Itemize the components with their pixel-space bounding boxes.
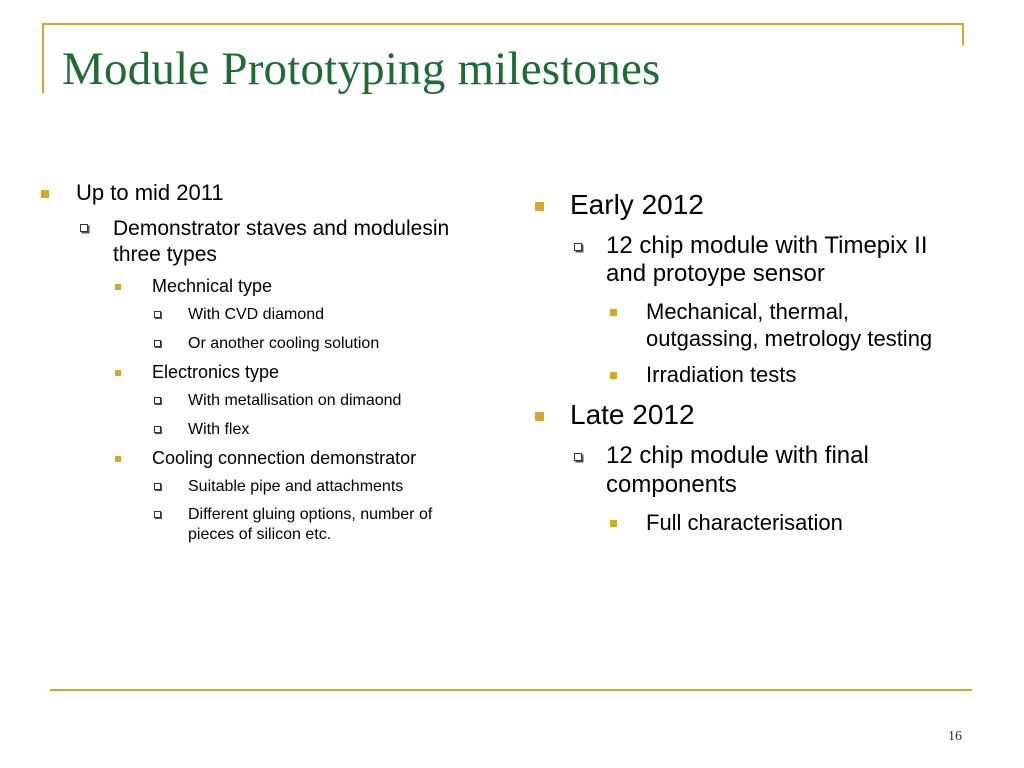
bullet-early-2012: Early 2012 [530, 188, 940, 222]
bullet-late-2012: Late 2012 [530, 398, 940, 432]
frame-top-line [42, 23, 964, 25]
bullet-cooling-connection: Cooling connection demonstrator [38, 448, 478, 470]
bullet-full-characterisation: Full characterisation [530, 510, 940, 536]
bullet-timepix-module: 12 chip module with Timepix II and protoype sensor [530, 232, 940, 290]
bullet-demonstrator-staves: Demonstrator staves and modulesin three types [38, 216, 478, 266]
bullet-cooling-solution: Or another cooling solution [38, 334, 478, 353]
bullet-mechanical-testing: Mechanical, thermal, outgassing, metrology testing [530, 299, 940, 352]
bullet-flex: With flex [38, 420, 478, 439]
frame-left-line [42, 23, 44, 93]
footer-line [50, 689, 972, 691]
frame-right-line [962, 23, 964, 45]
bullet-electronics-type: Electronics type [38, 362, 478, 384]
bullet-irradiation-tests: Irradiation tests [530, 362, 940, 388]
left-column [38, 180, 478, 553]
right-column [530, 188, 940, 546]
bullet-metallisation: With metallisation on dimaond [38, 391, 478, 410]
page-number: 16 [948, 729, 962, 744]
slide-title: Module Prototyping milestones [62, 43, 661, 95]
bullet-mechnical-type: Mechnical type [38, 276, 478, 298]
bullet-pipe-attachments: Suitable pipe and attachments [38, 477, 478, 496]
bullet-cvd-diamond: With CVD diamond [38, 305, 478, 324]
bullet-up-to-mid-2011: Up to mid 2011 [38, 180, 478, 206]
bullet-final-components: 12 chip module with final components [530, 442, 940, 500]
bullet-gluing-options: Different gluing options, number of pieces of silicon etc. [38, 505, 478, 543]
